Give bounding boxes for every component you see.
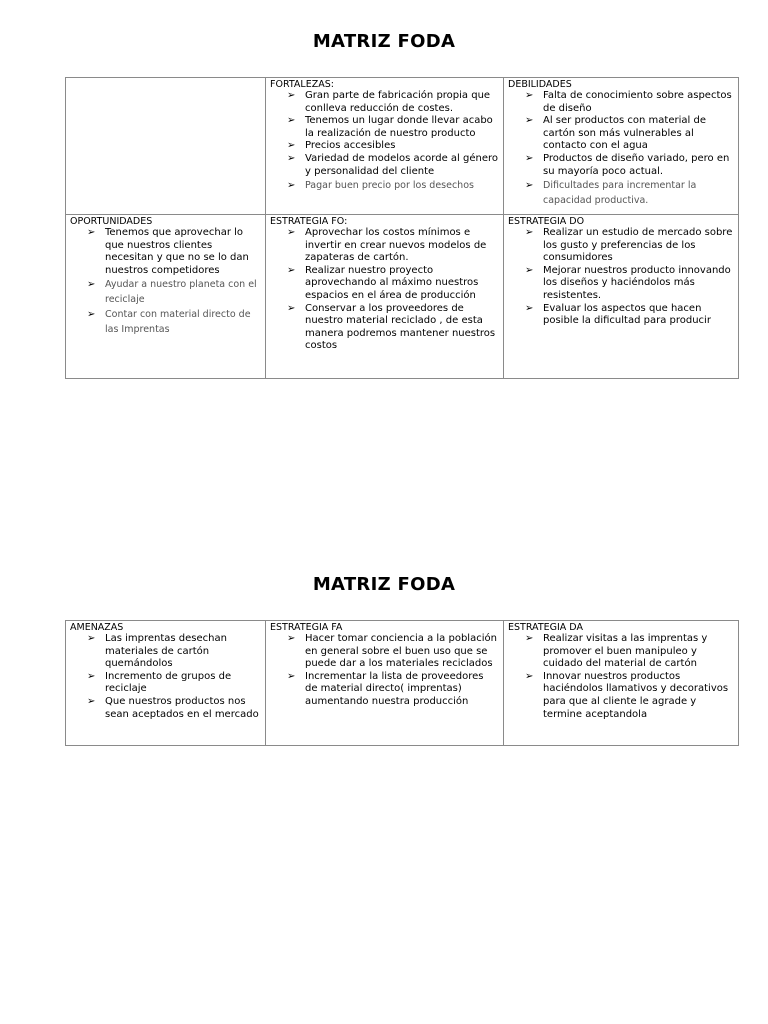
foda-matrix xyxy=(65,77,739,379)
cell-header: ESTRATEGIA DO xyxy=(508,216,585,227)
list-item: ➢ Variedad de modelos acorde al género y personalidad del cliente xyxy=(305,153,499,178)
matrix-cell xyxy=(66,621,266,746)
list-item: ➢ Ayudar a nuestro planeta con el reciclaje xyxy=(105,277,261,307)
matrix-cell xyxy=(66,215,266,379)
list-item: ➢ Precios accesibles xyxy=(305,140,499,153)
cell-header: ESTRATEGIA FA xyxy=(270,622,343,633)
list-item: ➢ Pagar buen precio por los desechos xyxy=(305,178,499,193)
list-item: ➢ Mejorar nuestros producto innovando los diseños y haciéndolos más resistentes. xyxy=(543,265,734,303)
page-title: MATRIZ FODA xyxy=(312,574,456,595)
list-item: ➢ Falta de conocimiento sobre aspectos de diseño xyxy=(543,90,734,115)
bullet-list xyxy=(270,633,499,709)
cell-header: DEBILIDADES xyxy=(508,79,572,90)
list-item: ➢ Gran parte de fabricación propia que conlleva reducción de costes. xyxy=(305,90,499,115)
list-item: ➢ Que nuestros productos nos sean aceptados en el mercado xyxy=(105,696,261,721)
list-item: ➢ Realizar un estudio de mercado sobre los gusto y preferencias de los consumidores xyxy=(543,227,734,265)
list-item: ➢ Incrementar la lista de proveedores de material directo( imprentas) aumentando nuestra producción xyxy=(305,671,499,709)
cell-header: OPORTUNIDADES xyxy=(70,216,153,227)
cell-header: AMENAZAS xyxy=(70,622,124,633)
list-item: ➢ Tenemos que aprovechar lo que nuestros clientes necesitan y que no se lo dan nuestros competidores xyxy=(105,227,261,277)
list-item: ➢ Realizar nuestro proyecto aprovechando al máximo nuestros espacios en el área de producción xyxy=(305,265,499,303)
bullet-list xyxy=(508,633,734,721)
bullet-list xyxy=(508,90,734,208)
list-item: ➢ Productos de diseño variado, pero en su mayoría poco actual. xyxy=(543,153,734,178)
matrix-cell xyxy=(266,621,504,746)
list-item: ➢ Contar con material directo de las Imprentas xyxy=(105,307,261,337)
matrix-cell xyxy=(504,621,739,746)
list-item: ➢ Innovar nuestros productos haciéndolos llamativos y decorativos para que al cliente le agrade y termine aceptandola xyxy=(543,671,734,721)
matrix-row xyxy=(66,215,739,379)
cell-header: ESTRATEGIA FO: xyxy=(270,216,348,227)
list-item: ➢ Dificultades para incrementar la capacidad productiva. xyxy=(543,178,734,208)
list-item: ➢ Realizar visitas a las imprentas y promover el buen manipuleo y cuidado del material de cartón xyxy=(543,633,734,671)
list-item: ➢ Incremento de grupos de reciclaje xyxy=(105,671,261,696)
bullet-list xyxy=(70,633,261,721)
bullet-list xyxy=(508,227,734,328)
matrix-cell xyxy=(504,78,739,215)
cell-header: ESTRATEGIA DA xyxy=(508,622,583,633)
list-item: ➢ Conservar a los proveedores de nuestro material reciclado , de esta manera podremos mantener nuestros costos xyxy=(305,303,499,353)
foda-matrix xyxy=(65,620,739,746)
matrix-cell xyxy=(266,215,504,379)
matrix-cell xyxy=(266,78,504,215)
bullet-list xyxy=(270,90,499,193)
matrix-cell xyxy=(66,78,266,215)
list-item: ➢ Aprovechar los costos mínimos e invertir en crear nuevos modelos de zapateras de cartón. xyxy=(305,227,499,265)
list-item: ➢ Al ser productos con material de cartón son más vulnerables al contacto con el agua xyxy=(543,115,734,153)
matrix-row xyxy=(66,621,739,746)
matrix-cell xyxy=(504,215,739,379)
matrix-row xyxy=(66,78,739,215)
bullet-list xyxy=(70,227,261,337)
list-item: ➢ Las imprentas desechan materiales de cartón quemándolos xyxy=(105,633,261,671)
page-title: MATRIZ FODA xyxy=(312,31,456,52)
list-item: ➢ Tenemos un lugar donde llevar acabo la realización de nuestro producto xyxy=(305,115,499,140)
list-item: ➢ Hacer tomar conciencia a la población en general sobre el buen uso que se puede dar a los materiales reciclados xyxy=(305,633,499,671)
list-item: ➢ Evaluar los aspectos que hacen posible la dificultad para producir xyxy=(543,303,734,328)
cell-header: FORTALEZAS: xyxy=(270,79,334,90)
bullet-list xyxy=(270,227,499,353)
